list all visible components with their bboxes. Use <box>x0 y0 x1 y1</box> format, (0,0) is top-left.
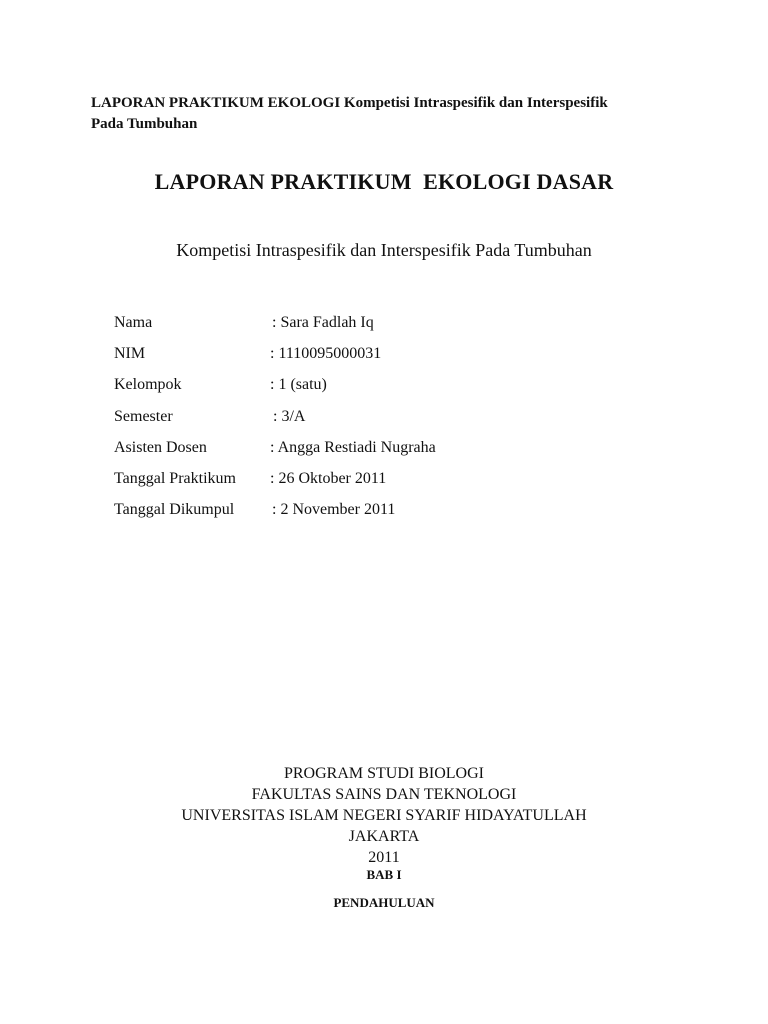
field-label: Asisten Dosen <box>114 439 207 456</box>
field-value: : Sara Fadlah Iq <box>272 314 374 331</box>
page-title: LAPORAN PRAKTIKUM EKOLOGI DASAR <box>154 169 614 194</box>
field-value: : 1 (satu) <box>270 376 327 393</box>
field-label: NIM <box>114 345 146 362</box>
field-value: : 2 November 2011 <box>272 501 396 518</box>
chapter-number: BAB I <box>366 867 402 882</box>
header-line-1: LAPORAN PRAKTIKUM EKOLOGI Kompetisi Intraspesifik dan Interspesifik <box>91 95 608 111</box>
field-value: : 3/A <box>273 408 306 425</box>
field-value: : 1110095000031 <box>270 345 382 362</box>
field-label: Nama <box>114 314 153 331</box>
field-label: Semester <box>114 408 173 425</box>
field-value: : 26 Oktober 2011 <box>270 470 387 487</box>
field-value: : Angga Restiadi Nugraha <box>270 439 436 456</box>
header-line-2: Pada Tumbuhan <box>91 116 198 132</box>
field-label: Tanggal Dikumpul <box>114 501 235 518</box>
field-label: Tanggal Praktikum <box>114 470 236 487</box>
page-subtitle: Kompetisi Intraspesifik dan Interspesifik Pada Tumbuhan <box>176 240 592 260</box>
field-label: Kelompok <box>114 376 182 393</box>
faculty-name: FAKULTAS SAINS DAN TEKNOLOGI <box>251 786 517 803</box>
year: 2011 <box>368 849 400 866</box>
program-name: PROGRAM STUDI BIOLOGI <box>283 765 484 782</box>
city-name: JAKARTA <box>348 828 420 845</box>
university-name: UNIVERSITAS ISLAM NEGERI SYARIF HIDAYATULLAH <box>181 807 587 824</box>
chapter-title: PENDAHULUAN <box>333 895 435 910</box>
